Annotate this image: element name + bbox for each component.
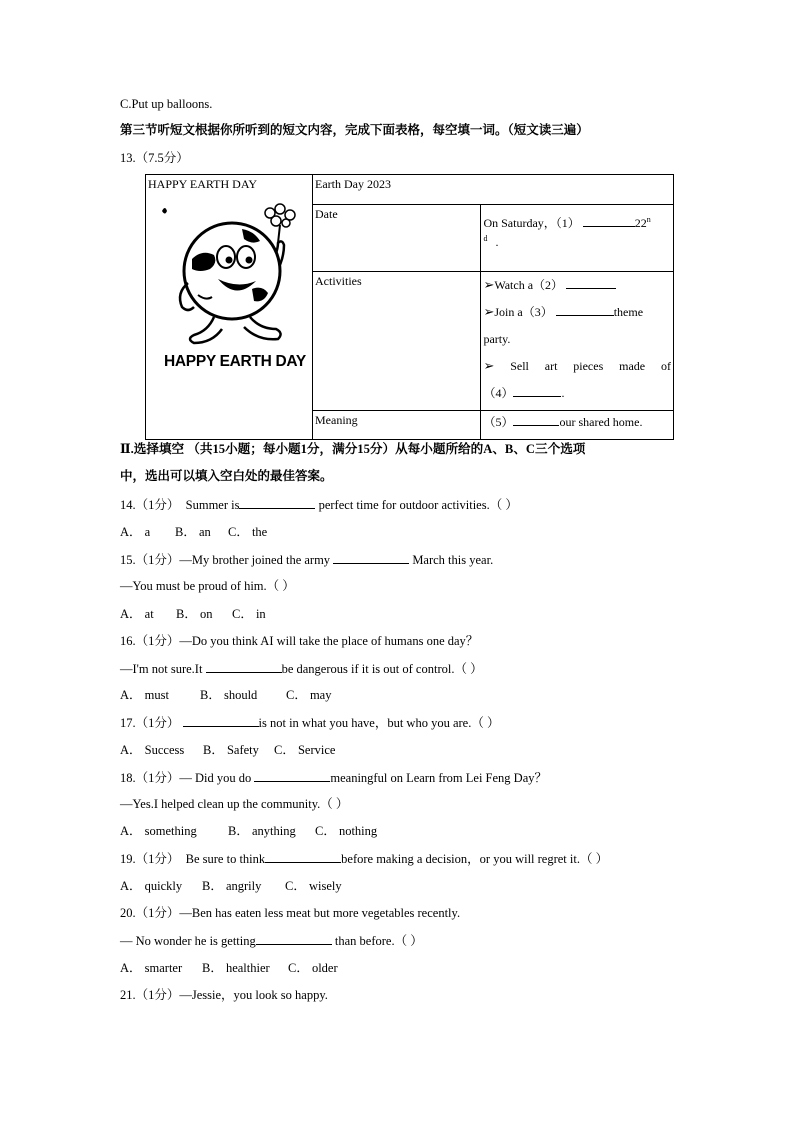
options-16	[120, 687, 331, 703]
options-20	[120, 960, 338, 976]
options-19	[120, 878, 342, 894]
option-b[interactable]: B． an	[175, 525, 211, 539]
options-15	[120, 606, 266, 622]
option-b[interactable]: B． anything	[228, 824, 296, 838]
activity-item: ➢Join a（3） theme	[483, 305, 644, 320]
blank-q17[interactable]	[183, 714, 259, 727]
blank-4[interactable]	[513, 384, 561, 397]
section2-heading-line1: Ⅱ.选择填空 （共15小题；每小题1分，满分15分）从每小题所给的A、B、C三个选项	[120, 442, 586, 456]
table-title: Earth Day 2023	[315, 177, 391, 191]
blank-3[interactable]	[556, 303, 614, 316]
option-c[interactable]: C． nothing	[315, 824, 378, 838]
option-b[interactable]: B． should	[200, 688, 258, 702]
meaning-label: Meaning	[315, 413, 358, 427]
option-c[interactable]: C． Service	[274, 743, 336, 757]
date-content-cell	[481, 205, 674, 272]
blank-2[interactable]	[566, 276, 616, 289]
activities-label: Activities	[315, 274, 362, 288]
option-b[interactable]: B． angrily	[202, 879, 262, 893]
table-title-cell	[313, 175, 674, 205]
activity-item: party.	[483, 332, 511, 346]
date-text-before: On Saturday，（1）	[483, 216, 580, 230]
blank-q18[interactable]	[254, 769, 330, 782]
question-21: 21.（1分）—Jessie，you look so happy.	[120, 988, 328, 1002]
date-label: Date	[315, 207, 338, 221]
meaning-label-cell	[313, 411, 481, 440]
option-a[interactable]: A． must	[120, 688, 169, 702]
question-18-line2: —Yes.I helped clean up the community.（ ）	[120, 797, 349, 811]
question-18: 18.（1分）— Did you do meaningful on Learn from Lei Feng Day？	[120, 771, 547, 785]
activities-content-cell	[481, 272, 674, 411]
activity-item: ➢Watch a（2）	[483, 272, 671, 299]
question-15-line2: —You must be proud of him.（ ）	[120, 579, 295, 593]
blank-q20[interactable]	[256, 932, 332, 945]
section3-instruction: 第三节听短文根据你所听到的短文内容，完成下面表格，每空填一词。（短文读三遍）	[120, 123, 589, 137]
date-sup-2: d	[483, 234, 488, 243]
activity-item: （4） .	[483, 386, 565, 400]
option-b[interactable]: B． Safety	[203, 743, 259, 757]
activity-item: ➢ Sell art pieces made of	[483, 359, 671, 374]
options-18	[120, 823, 377, 839]
earth-day-table	[145, 174, 674, 440]
blank-q14[interactable]	[239, 496, 315, 509]
meaning-content-cell: （5） our shared home.	[481, 411, 674, 440]
option-b[interactable]: B． healthier	[202, 961, 270, 975]
question-16-line2: —I'm not sure.It be dangerous if it is out of control.（ ）	[120, 662, 483, 676]
options-14	[120, 524, 267, 540]
option-c[interactable]: C． older	[288, 961, 338, 975]
blank-q15[interactable]	[333, 551, 409, 564]
options-17	[120, 742, 335, 758]
prev-option: C.Put up balloons.	[120, 97, 213, 111]
option-c[interactable]: C． wisely	[285, 879, 342, 893]
date-number: 22	[634, 216, 647, 230]
option-c[interactable]: C． may	[286, 688, 332, 702]
earth-cartoon-icon	[152, 199, 312, 349]
blank-q16[interactable]	[206, 660, 282, 673]
option-c[interactable]: C． the	[228, 525, 268, 539]
option-a[interactable]: A． smarter	[120, 961, 183, 975]
question-16: 16.（1分）—Do you think AI will take the place of humans one day？	[120, 634, 479, 648]
date-period: .	[495, 235, 499, 249]
option-a[interactable]: A． quickly	[120, 879, 183, 893]
activities-label-cell	[313, 272, 481, 411]
question-17: 17.（1分） is not in what you have，but who you are.（ ）	[120, 716, 500, 730]
option-a[interactable]: A． something	[120, 824, 197, 838]
date-sup: n	[646, 215, 651, 224]
blank-q19[interactable]	[265, 850, 341, 863]
q13-label: 13.（7.5分）	[120, 151, 189, 165]
section2-heading-line2: 中，选出可以填入空白处的最佳答案。	[120, 469, 333, 483]
option-a[interactable]: A． Success	[120, 743, 185, 757]
image-caption: HAPPY EARTH DAY	[148, 177, 258, 191]
blank-5[interactable]	[513, 413, 559, 426]
question-20-line2: — No wonder he is getting than before.（ ）	[120, 934, 423, 948]
image-banner-text: HAPPY EARTH DAY	[164, 353, 306, 370]
option-b[interactable]: B． on	[176, 607, 213, 621]
blank-1[interactable]	[583, 214, 635, 227]
option-a[interactable]: A． at	[120, 607, 154, 621]
option-c[interactable]: C． in	[232, 607, 266, 621]
date-label-cell	[313, 205, 481, 272]
option-a[interactable]: A． a	[120, 525, 151, 539]
question-19: 19.（1分） Be sure to think before making a decision，or you will regret it.（ ）	[120, 852, 609, 866]
question-15: 15.（1分）—My brother joined the army March this year.	[120, 553, 494, 567]
question-20: 20.（1分）—Ben has eaten less meat but more vegetables recently.	[120, 906, 461, 920]
question-14: 14.（1分） Summer is perfect time for outdoor activities.（ ）	[120, 498, 518, 512]
image-cell	[146, 175, 313, 440]
